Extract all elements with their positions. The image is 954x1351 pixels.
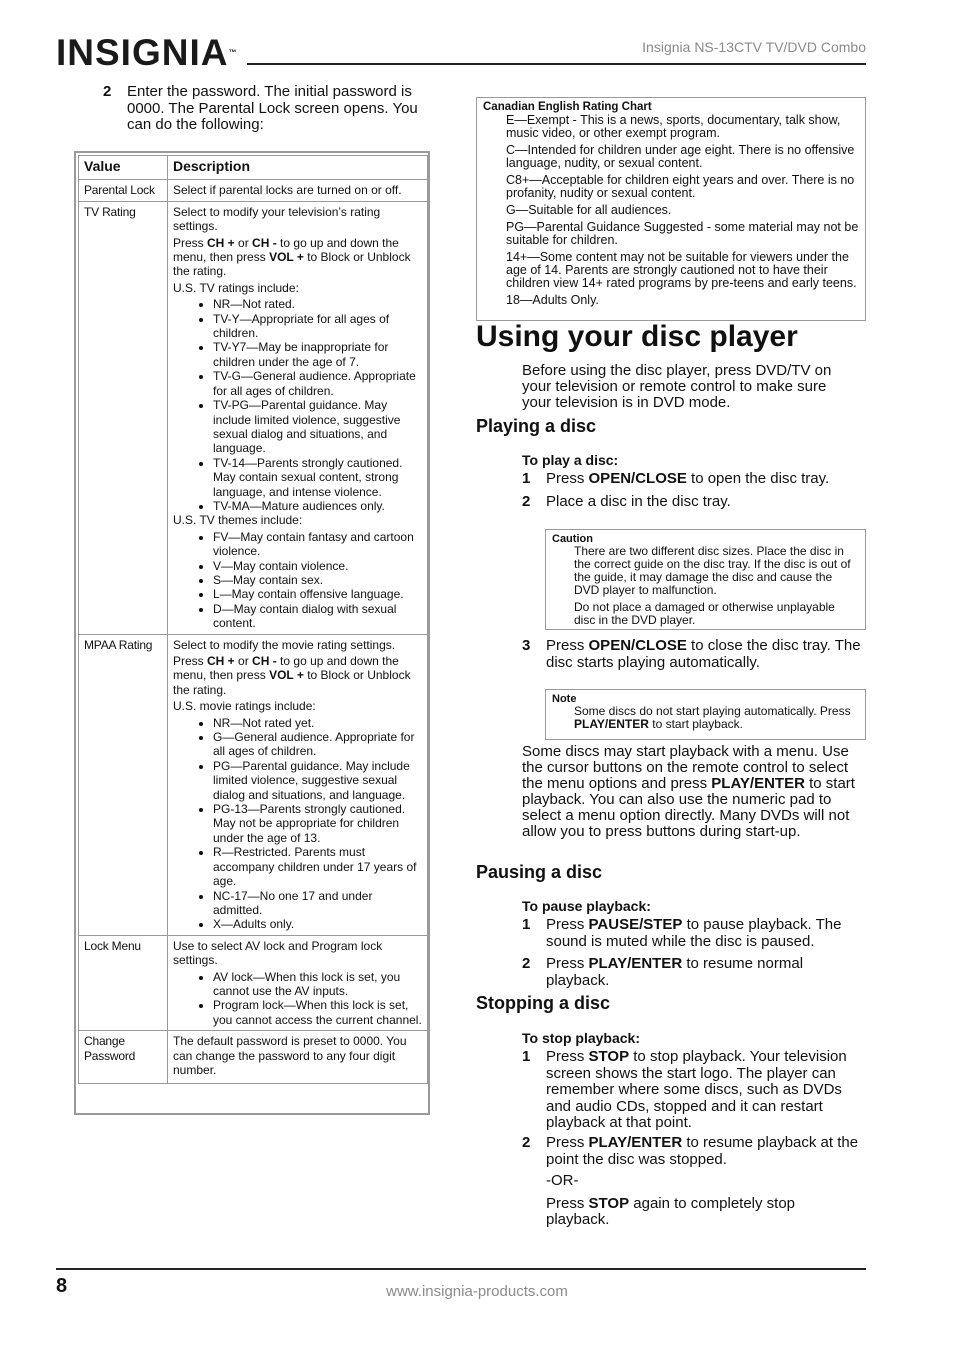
- procedure-title: To stop playback:: [522, 1030, 640, 1046]
- stop-again-text: Press STOP again to completely stop playback.: [546, 1195, 796, 1228]
- list-item: • R—Restricted. Parents must accompany children under 17 years of age.: [213, 845, 422, 888]
- description-text: Select to modify the movie rating settings.: [173, 637, 396, 652]
- play-step-3: 3 Press OPEN/CLOSE to close the disc tray. The disc starts playing automatically.: [522, 637, 861, 671]
- table-row: [79, 634, 428, 935]
- list-item: • NC-17—No one 17 and under admitted.: [213, 889, 422, 918]
- section-title: Using your disc player: [476, 320, 798, 353]
- row-value: MPAA Rating: [79, 634, 168, 935]
- list-item: • V—May contain violence.: [213, 559, 422, 573]
- canadian-rating-chart: [476, 97, 866, 321]
- list-item: • TV-14—Parents strongly cautioned. May contain sexual content, strong language, and intense violence.: [213, 456, 422, 499]
- subheading: U.S. TV themes include:: [173, 513, 303, 528]
- row-description: Select if parental locks are turned on or off.: [168, 180, 428, 201]
- list-item: • FV—May contain fantasy and cartoon violence.: [213, 530, 422, 559]
- table-row: [79, 201, 428, 634]
- pause-step-2: 2 Press PLAY/ENTER to resume normal playback.: [522, 955, 804, 989]
- caution-label: Caution: [552, 533, 593, 545]
- row-value: Parental Lock: [79, 180, 168, 201]
- caution-body: There are two different disc sizes. Place the disc in the correct guide on the disc tray. If the disc is out of the guide, it may damage the disc and cause the DVD player to malfunction. Do not place a damaged or otherwise unplayable disc in the DVD player.: [574, 544, 851, 627]
- page-number: 8: [56, 1275, 68, 1297]
- list-item: • Program lock—When this lock is set, you cannot access the current channel.: [213, 998, 422, 1027]
- logo-trademark: ™: [228, 48, 237, 57]
- list-item: • D—May contain dialog with sexual content.: [213, 602, 422, 631]
- step-2: [103, 84, 443, 134]
- rating-item: C8+—Acceptable for children eight years and over. There is no profanity, nudity or sexual content.: [506, 173, 855, 200]
- list-item: • NR—Not rated yet.: [213, 716, 422, 730]
- row-description: The default password is preset to 0000. You can change the password to any four digit number.: [168, 1031, 428, 1084]
- tv-themes-list: [173, 530, 422, 631]
- row-description: [168, 634, 428, 935]
- heading-stopping: Stopping a disc: [476, 993, 611, 1013]
- chart-items: [506, 114, 859, 307]
- parental-lock-table: [78, 155, 428, 1084]
- menu-paragraph: Some discs may start playback with a menu. Use the cursor buttons on the remote control to select the menu options and press PLAY/ENTER to start playback. You can also use the numeric pad to select a menu option directly. Many DVDs will not allow you to press buttons during start-up.: [522, 743, 855, 840]
- list-item: • AV lock—When this lock is set, you cannot use the AV inputs.: [213, 970, 422, 999]
- description-text: Press CH + or CH - to go up and down the menu, then press VOL + to Block or Unblock the rating.: [173, 235, 411, 279]
- stop-step-1: 1 Press STOP to stop playback. Your television screen shows the start logo. The player can remember where some discs, such as DVDs and audio CDs, stopped and it can restart playback at that point.: [522, 1048, 847, 1131]
- column-header-value: Value: [79, 156, 168, 180]
- subheading: U.S. movie ratings include:: [173, 699, 316, 714]
- list-item: • TV-Y—Appropriate for all ages of children.: [213, 312, 422, 341]
- list-item: • G—General audience. Appropriate for all ages of children.: [213, 730, 422, 759]
- rating-item: 14+—Some content may not be suitable for viewers under the age of 14. Parents are strongly cautioned not to have their children view 14+ rated programs by pre-teens and early teens.: [506, 250, 857, 290]
- row-description: [168, 201, 428, 634]
- tv-ratings-list: [173, 297, 422, 513]
- table-row: [79, 180, 428, 201]
- list-item: • TV-MA—Mature audiences only.: [213, 499, 422, 513]
- stop-step-2: 2 Press PLAY/ENTER to resume playback at the point the disc was stopped.: [522, 1134, 859, 1168]
- list-item: • PG—Parental guidance. May include limited violence, suggestive sexual dialog and situations, and language.: [213, 759, 422, 802]
- header-divider: [247, 63, 866, 65]
- subheading: U.S. TV ratings include:: [173, 280, 299, 295]
- description-text: Press CH + or CH - to go up and down the menu, then press VOL + to Block or Unblock the rating.: [173, 654, 411, 697]
- list-item: • PG-13—Parents strongly cautioned. May not be appropriate for children under the age of 13.: [213, 802, 422, 845]
- heading-playing: Playing a disc: [476, 416, 597, 436]
- table-row: [79, 935, 428, 1030]
- list-item: • S—May contain sex.: [213, 573, 422, 587]
- description-text: Select to modify your television’s rating settings.: [173, 204, 381, 234]
- rating-item: G—Suitable for all audiences.: [506, 203, 672, 217]
- list-item: • TV-G—General audience. Appropriate for all ages of children.: [213, 369, 422, 398]
- or-separator: -OR-: [546, 1172, 579, 1189]
- description-text: Use to select AV lock and Program lock settings.: [173, 938, 383, 968]
- brand-logo: [56, 28, 236, 78]
- list-item: • X—Adults only.: [213, 917, 422, 931]
- row-value: TV Rating: [79, 201, 168, 634]
- play-step-1: 1 Press OPEN/CLOSE to open the disc tray.: [522, 470, 830, 487]
- list-item: • L—May contain offensive language.: [213, 587, 422, 601]
- rating-item: PG—Parental Guidance Suggested - some material may not be suitable for children.: [506, 220, 859, 247]
- heading-pausing: Pausing a disc: [476, 862, 603, 882]
- note-body: Some discs do not start playing automatically. Press PLAY/ENTER to start playback.: [574, 704, 851, 731]
- rating-item: E—Exempt - This is a news, sports, documentary, talk show, music video, or other exempt program.: [506, 113, 841, 140]
- footer-url[interactable]: www.insignia-products.com: [386, 1283, 568, 1300]
- movie-ratings-list: [173, 716, 422, 932]
- step-text: Enter the password. The initial password is 0000. The Parental Lock screen opens. You can do the following:: [127, 83, 418, 133]
- play-step-2: 2 Place a disc in the disc tray.: [522, 493, 731, 510]
- intro-paragraph: Before using the disc player, press DVD/TV on your television or remote control to make sure your television is in DVD mode.: [522, 362, 832, 411]
- logo-text: INSIGNIA: [56, 32, 229, 73]
- pause-step-1: 1 Press PAUSE/STEP to pause playback. The sound is muted while the disc is paused.: [522, 916, 842, 950]
- table-header-row: [79, 156, 428, 180]
- footer-divider: [56, 1268, 866, 1270]
- rating-item: 18—Adults Only.: [506, 293, 599, 307]
- row-value: Change Password: [79, 1031, 168, 1084]
- note-label: Note: [552, 693, 577, 705]
- row-description: [168, 935, 428, 1030]
- table-row: [79, 1031, 428, 1084]
- lock-menu-list: [173, 970, 422, 1028]
- step-number: 2: [103, 83, 112, 100]
- procedure-title: To play a disc:: [522, 452, 619, 468]
- column-header-description: Description: [168, 156, 428, 180]
- list-item: • TV-Y7—May be inappropriate for children under the age of 7.: [213, 340, 422, 369]
- procedure-title: To pause playback:: [522, 898, 651, 914]
- chart-title: Canadian English Rating Chart: [483, 101, 652, 113]
- row-value: Lock Menu: [79, 935, 168, 1030]
- note-box: [545, 689, 866, 740]
- rating-item: C—Intended for children under age eight. There is no offensive language, nudity, or sexual content.: [506, 143, 855, 170]
- document-title: Insignia NS-13CTV TV/DVD Combo: [642, 39, 866, 55]
- caution-box: [545, 529, 866, 630]
- list-item: • TV-PG—Parental guidance. May include limited violence, suggestive sexual dialog and situations, and language.: [213, 398, 422, 456]
- list-item: • NR—Not rated.: [213, 297, 422, 311]
